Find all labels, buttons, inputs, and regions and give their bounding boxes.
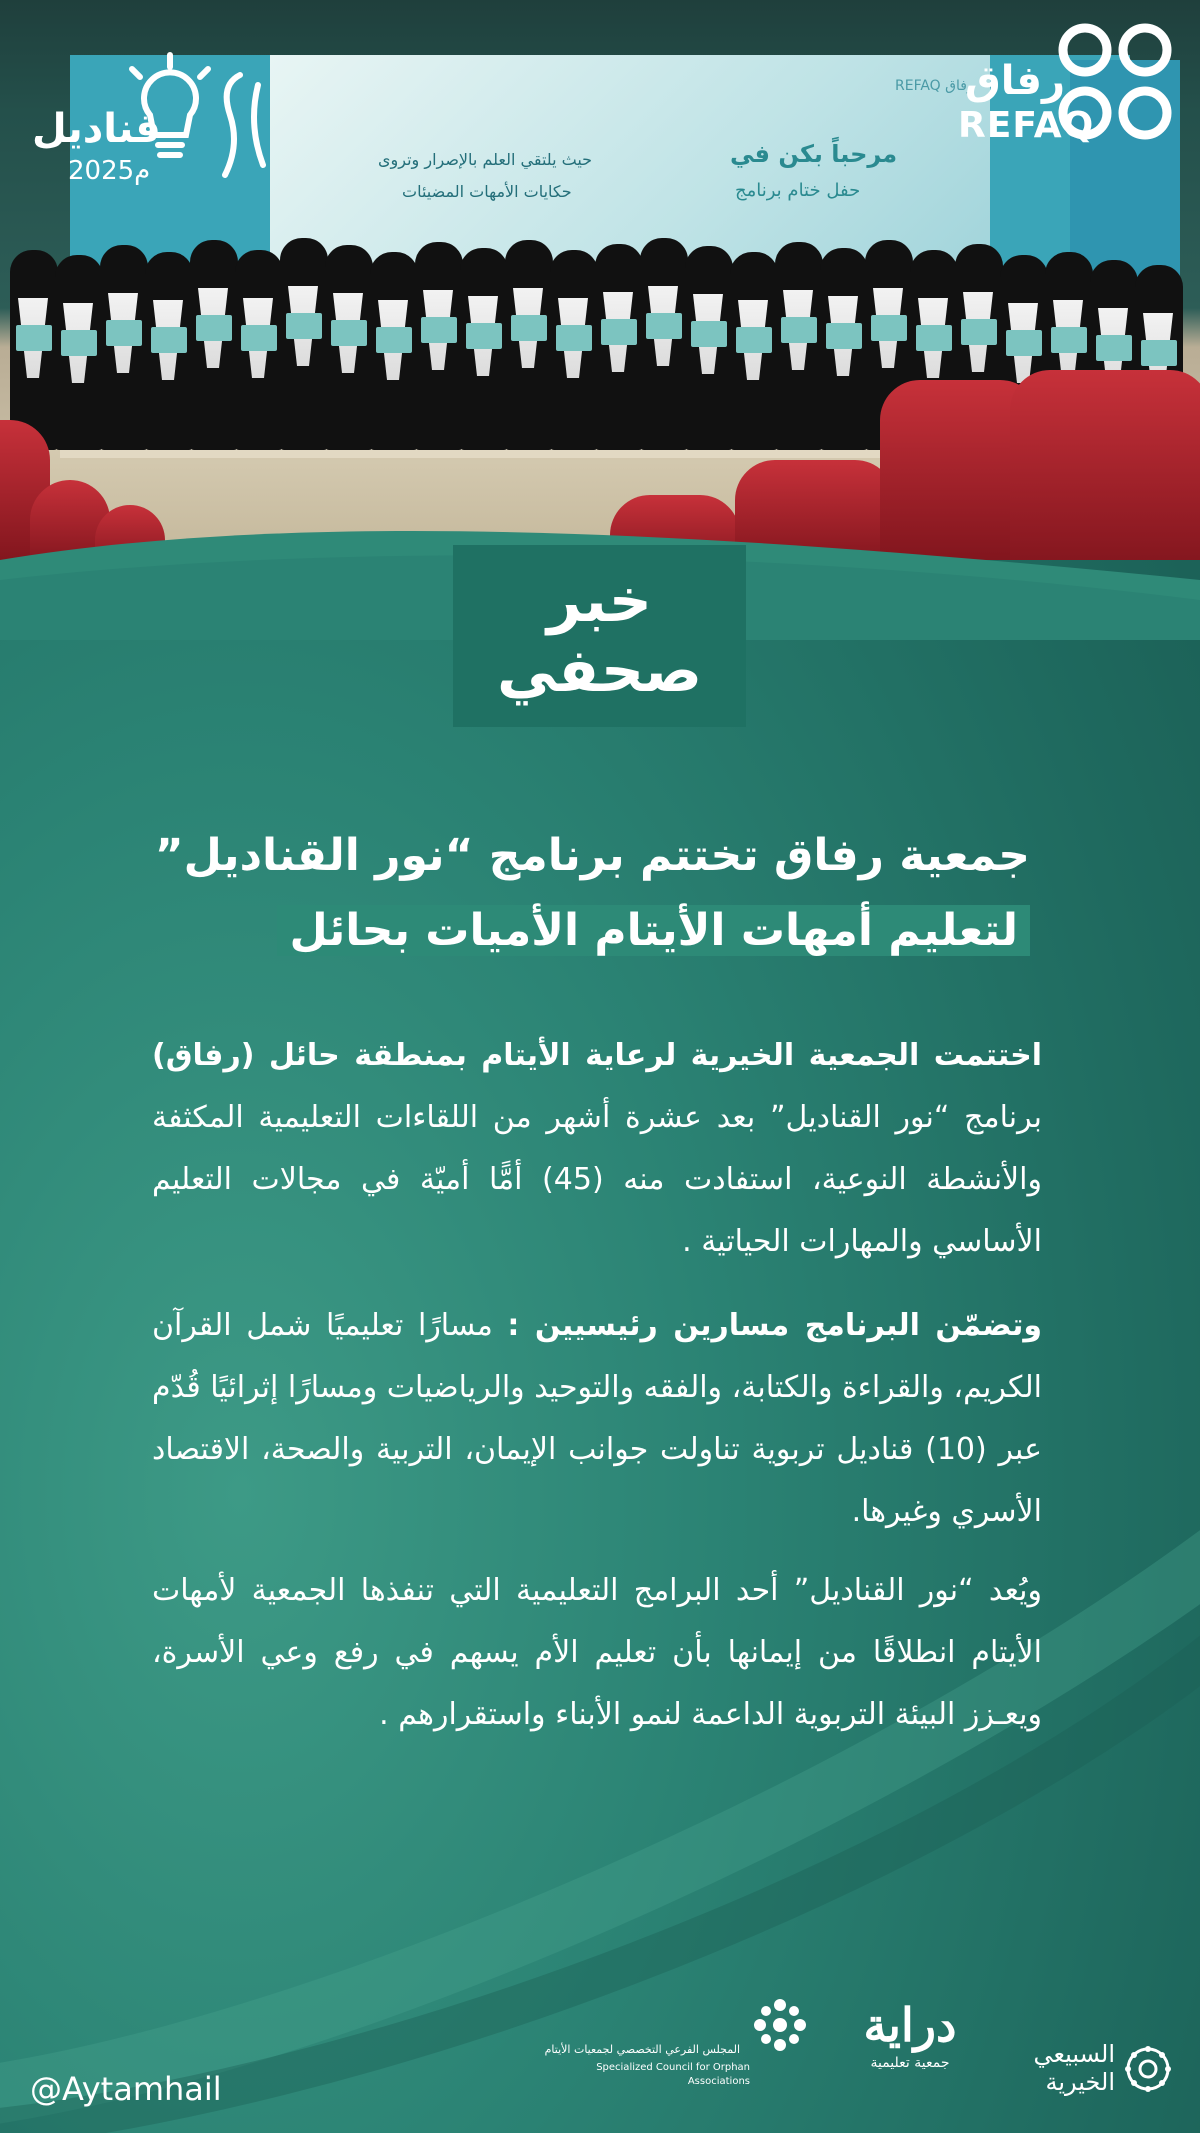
council-name-ar: المجلس الفرعي التخصصي لجمعيات الأيتام xyxy=(544,2043,740,2056)
screen-tagline-1: حيث يلتقي العلم بالإصرار وتروى xyxy=(378,150,593,169)
graduate-figure xyxy=(505,240,553,450)
graduate-figure xyxy=(460,248,508,450)
screen-welcome: مرحباً بكن في xyxy=(730,140,898,168)
diraya-wordmark: دراية xyxy=(863,1998,957,2052)
graduate-figure xyxy=(775,242,823,450)
paragraph-2 xyxy=(152,1295,1042,1543)
paragraph-1-body: برنامج “نور القناديل” بعد عشرة أشهر من اللقاءات التعليمية المكثفة والأنشطة النوعية، استفادت منه (45) أمًّا أميّة في مجالات التعليم الأساسي والمهارات الحياتية . xyxy=(152,1100,1042,1259)
council-emblem-icon xyxy=(750,1995,810,2055)
graduate-figure xyxy=(415,242,463,450)
press-release-label xyxy=(453,545,746,727)
label-line-1: خبر xyxy=(546,566,653,636)
screen-subtitle: حفل ختام برنامج xyxy=(735,180,861,201)
subaie-logo xyxy=(1005,2040,1175,2100)
graduate-figure xyxy=(685,246,733,450)
graduate-figure xyxy=(640,238,688,450)
ceremony-photo xyxy=(0,0,1200,560)
screen-small-logo: رفاق REFAQ xyxy=(895,78,974,94)
graduate-figure xyxy=(100,245,148,450)
council-name-en: Specialized Council for Orphan Associations xyxy=(596,2062,750,2087)
graduate-figure xyxy=(730,252,778,450)
paragraph-2-body: مسارًا تعليميًا شمل القرآن الكريم، والقراءة والكتابة، والفقه والتوحيد والرياضيات ومسارًا إثرائيًا قُدّم عبر (10) قناديل تربوية تناولت جوانب الإيمان، التربية والصحة، الاقتصاد الأسري وغيرها. xyxy=(152,1308,1042,1529)
social-handle[interactable]: @Aytamhail xyxy=(30,2070,222,2108)
graduate-figure xyxy=(235,250,283,450)
graduate-figure xyxy=(370,252,418,450)
paragraph-2-lead: وتضمّن البرنامج مسارين رئيسيين : xyxy=(507,1308,1042,1343)
subaie-line-1: السبيعي xyxy=(1033,2040,1115,2068)
graduate-figure xyxy=(145,252,193,450)
qanadeel-wordmark: قناديل xyxy=(32,106,161,152)
screen-tagline-2: حكايات الأمهات المضيئات xyxy=(402,182,572,201)
diraya-logo xyxy=(860,1995,960,2105)
headline-line-2 xyxy=(160,905,1030,956)
graduate-figure xyxy=(325,245,373,450)
paragraph-3 xyxy=(152,1560,1042,1746)
diraya-subtitle: جمعية تعليمية xyxy=(870,2055,950,2071)
headline-line-1: جمعية رفاق تختتم برنامج “نور القناديل” xyxy=(154,830,1030,881)
graduate-figure xyxy=(550,250,598,450)
subaie-line-2: الخيرية xyxy=(1045,2068,1115,2096)
qanadeel-year: 2025م xyxy=(68,156,151,186)
paragraph-1 xyxy=(152,1025,1042,1273)
subaie-emblem-icon xyxy=(1123,2044,1173,2094)
graduate-figure xyxy=(595,244,643,450)
graduate-figure xyxy=(820,248,868,450)
refaq-arabic-wordmark: رفاق xyxy=(965,58,1065,104)
graduate-figure xyxy=(190,240,238,450)
paragraph-3-body: ويُعد “نور القناديل” أحد البرامج التعليمية التي تنفذها الجمعية لأمهات الأيتام انطلاقًا من إيمانها بأن تعليم الأم يسهم في رفع وعي الأسرة، ويعـزز البيئة التربوية الداعمة لنمو الأبناء واستقرارهم . xyxy=(152,1573,1042,1732)
paragraph-1-lead: اختتمت الجمعية الخيرية لرعاية الأيتام بمنطقة حائل (رفاق) xyxy=(152,1038,1042,1073)
refaq-english-wordmark: REFAQ xyxy=(958,105,1095,146)
label-line-2: صحفي xyxy=(496,636,703,706)
graduate-figure xyxy=(280,238,328,450)
graduate-figure xyxy=(55,255,103,450)
council-logo xyxy=(544,1995,750,2105)
headline-line-2-text: لتعليم أمهات الأيتام الأميات بحائل xyxy=(277,905,1030,956)
